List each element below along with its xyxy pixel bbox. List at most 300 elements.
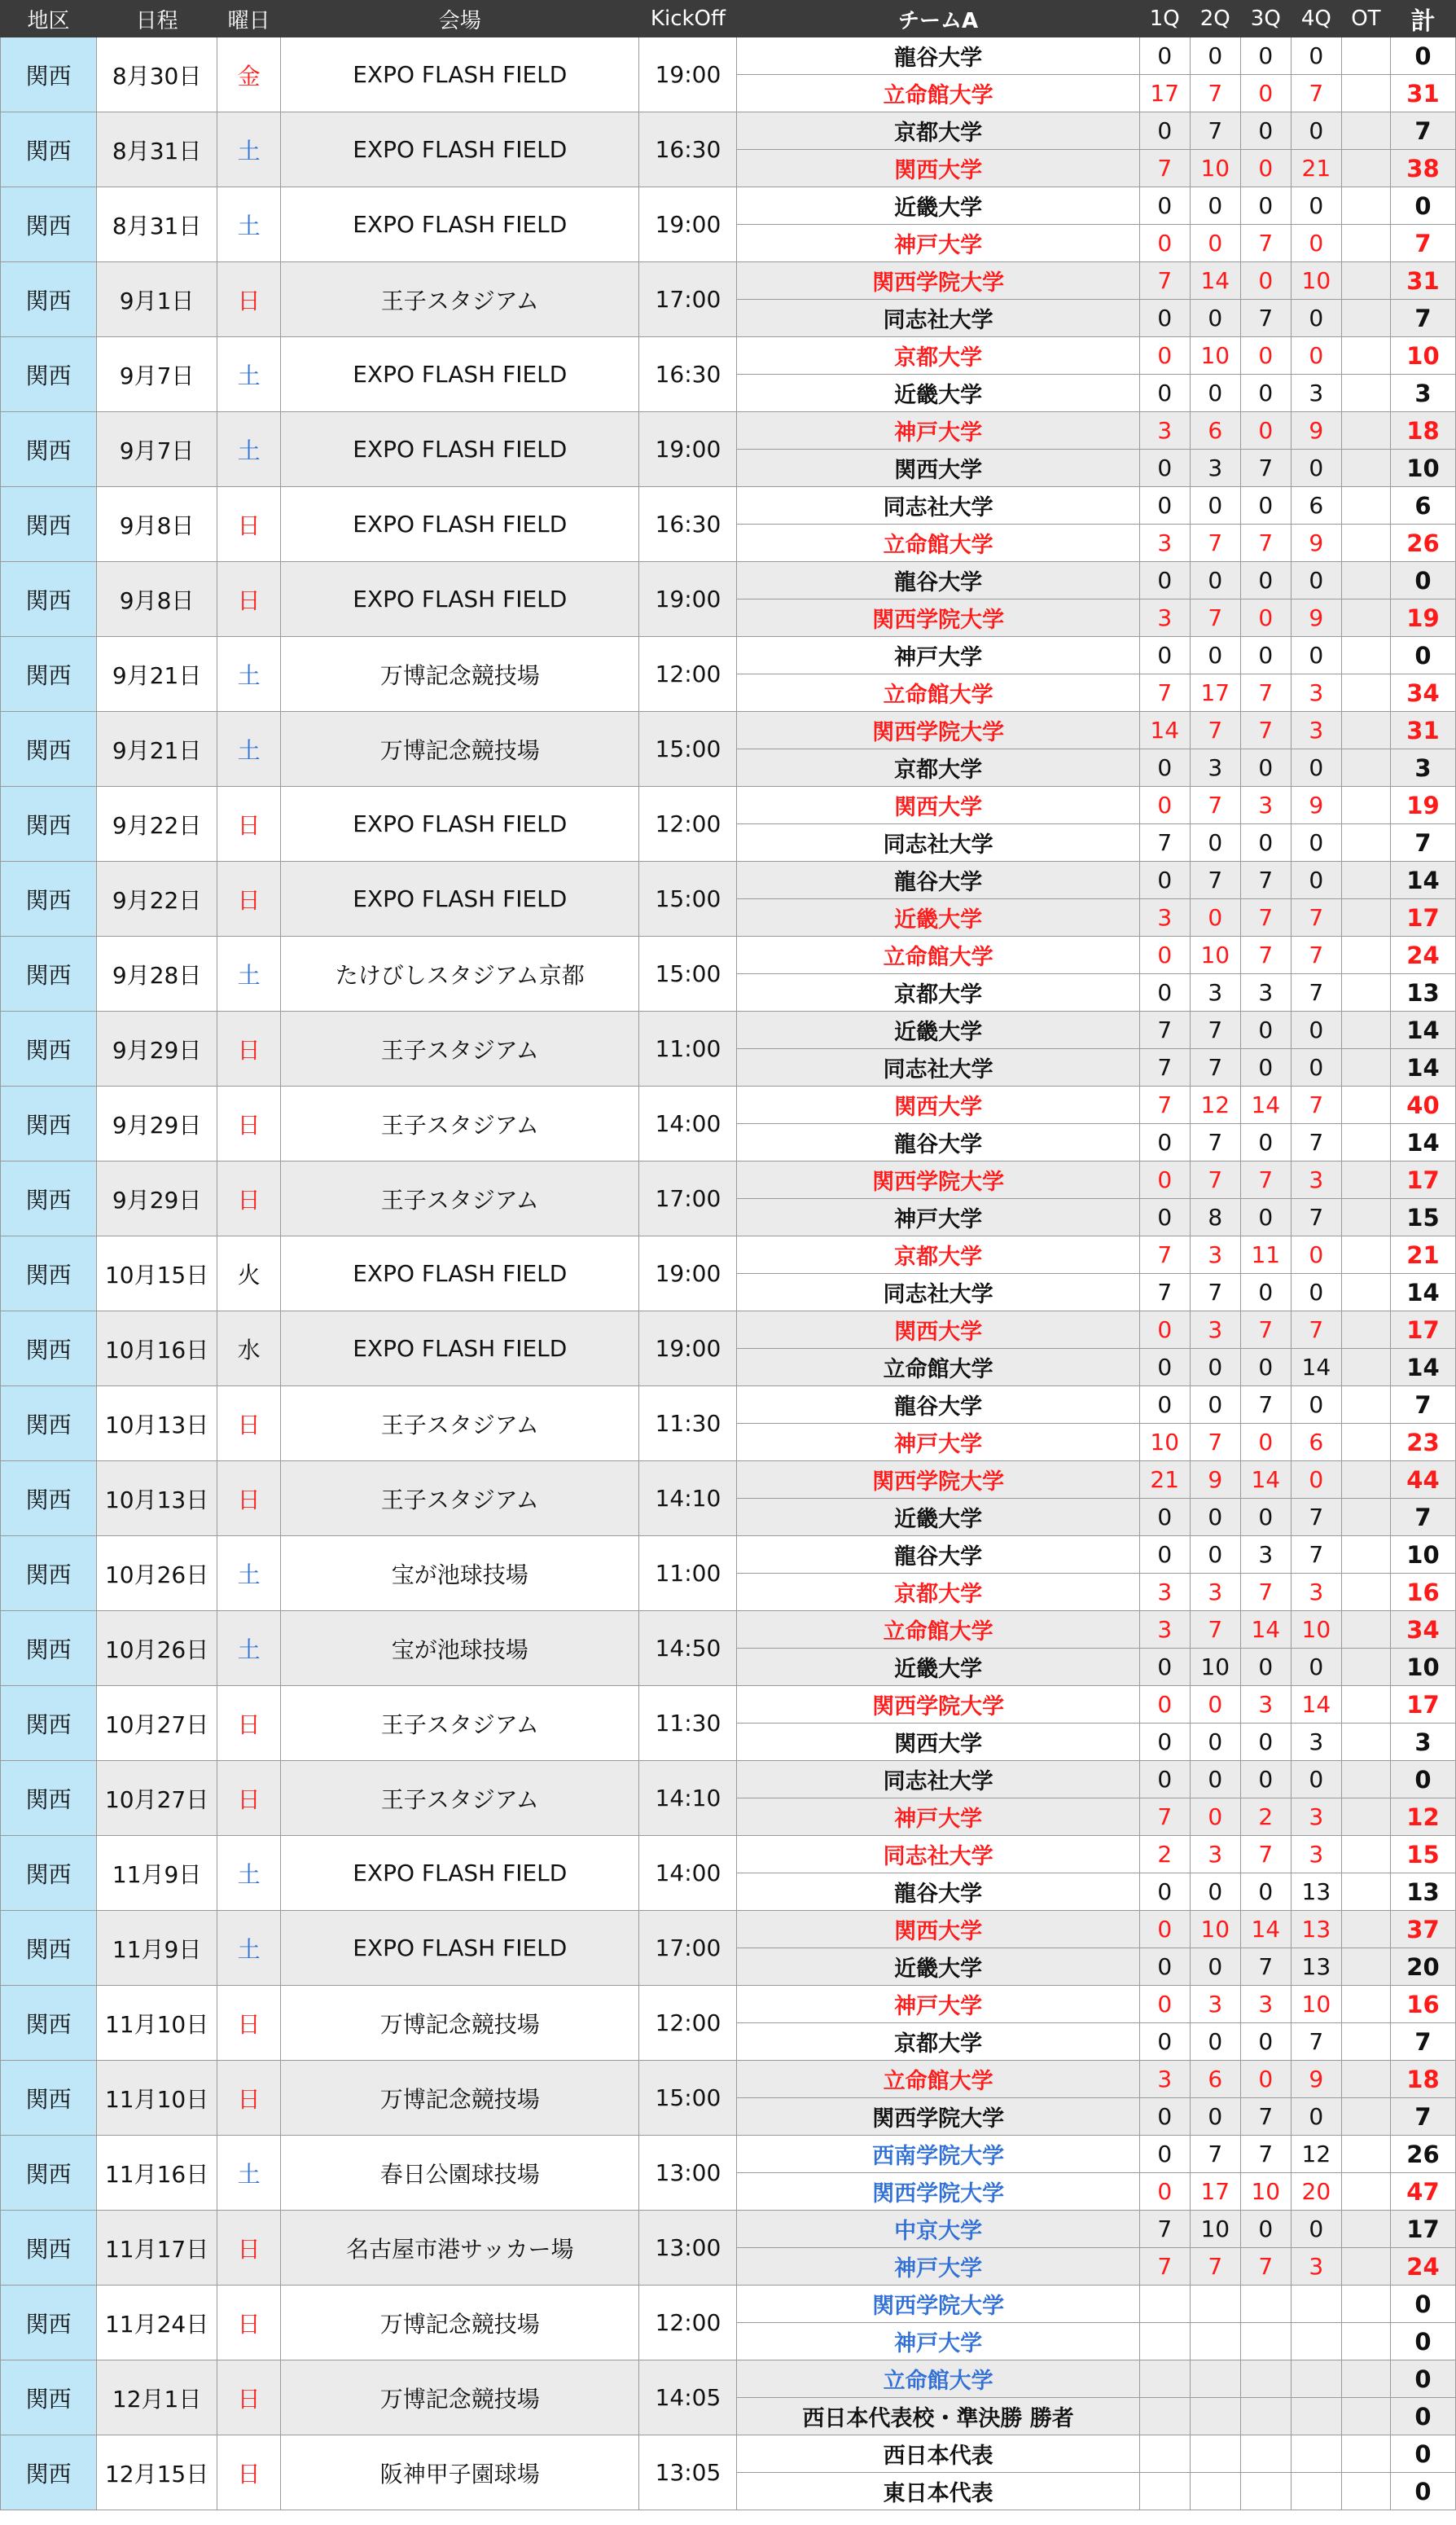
quarter-3-score: 0 (1240, 262, 1291, 300)
total-score: 26 (1390, 2136, 1455, 2173)
kickoff-cell: 17:00 (639, 1911, 737, 1986)
team-name-cell: 京都大学 (737, 2023, 1139, 2061)
total-score: 13 (1390, 1873, 1455, 1911)
quarter-2-score: 0 (1190, 1873, 1240, 1911)
table-row (1, 1162, 1456, 1199)
venue-cell: EXPO FLASH FIELD (281, 562, 639, 637)
team-name-cell: 関西大学 (737, 450, 1139, 487)
quarter-3-score (1240, 2323, 1291, 2360)
venue-cell: 万博記念競技場 (281, 712, 639, 787)
quarter-3-score: 14 (1240, 1087, 1291, 1124)
day-cell: 日 (217, 1386, 281, 1461)
quarter-3-score: 7 (1240, 1311, 1291, 1349)
ot-score (1341, 1386, 1390, 1424)
kickoff-cell: 14:00 (639, 1087, 737, 1162)
date-cell: 9月29日 (97, 1012, 217, 1087)
kickoff-cell: 13:00 (639, 2136, 737, 2211)
quarter-3-score: 0 (1240, 1199, 1291, 1236)
kickoff-cell: 19:00 (639, 562, 737, 637)
quarter-1-score: 0 (1139, 937, 1190, 974)
day-cell: 日 (217, 2061, 281, 2136)
table-row (1, 37, 1456, 75)
quarter-4-score: 9 (1291, 525, 1341, 562)
total-score: 19 (1390, 787, 1455, 824)
quarter-3-score: 7 (1240, 225, 1291, 262)
quarter-2-score: 3 (1190, 749, 1240, 787)
team-name-cell: 関西大学 (737, 150, 1139, 187)
quarter-1-score: 0 (1139, 375, 1190, 412)
quarter-1-score: 3 (1139, 412, 1190, 450)
table-row (1, 787, 1456, 824)
quarter-4-score: 0 (1291, 562, 1341, 599)
quarter-1-score: 0 (1139, 2173, 1190, 2211)
ot-score (1341, 749, 1390, 787)
table-row (1, 937, 1456, 974)
team-name-cell: 近畿大学 (737, 375, 1139, 412)
quarter-4-score: 0 (1291, 225, 1341, 262)
total-score: 0 (1390, 2360, 1455, 2398)
quarter-3-score: 7 (1240, 712, 1291, 749)
table-row (1, 2286, 1456, 2323)
total-score: 7 (1390, 824, 1455, 862)
quarter-1-score: 0 (1139, 1761, 1190, 1798)
quarter-1-score: 0 (1139, 1536, 1190, 1574)
region-cell: 関西 (1, 2435, 97, 2510)
quarter-1-score: 0 (1139, 1349, 1190, 1386)
quarter-4-score: 9 (1291, 599, 1341, 637)
quarter-4-score: 7 (1291, 75, 1341, 112)
total-score: 3 (1390, 375, 1455, 412)
table-row (1, 1911, 1456, 1948)
day-cell: 日 (217, 1461, 281, 1536)
ot-score (1341, 525, 1390, 562)
quarter-2-score: 17 (1190, 674, 1240, 712)
team-name-cell: 関西大学 (737, 1087, 1139, 1124)
region-cell: 関西 (1, 1611, 97, 1686)
quarter-1-score: 21 (1139, 1461, 1190, 1499)
quarter-4-score: 7 (1291, 899, 1341, 937)
quarter-4-score: 10 (1291, 1986, 1341, 2023)
venue-cell: EXPO FLASH FIELD (281, 487, 639, 562)
total-score: 23 (1390, 1424, 1455, 1461)
quarter-4-score: 0 (1291, 187, 1341, 225)
date-cell: 10月27日 (97, 1686, 217, 1761)
team-name-cell: 関西大学 (737, 787, 1139, 824)
quarter-3-score (1240, 2286, 1291, 2323)
quarter-2-score: 7 (1190, 1049, 1240, 1087)
date-cell: 9月29日 (97, 1087, 217, 1162)
quarter-4-score: 0 (1291, 1274, 1341, 1311)
quarter-1-score: 0 (1139, 562, 1190, 599)
date-cell: 9月8日 (97, 487, 217, 562)
total-score: 10 (1390, 1536, 1455, 1574)
quarter-3-score: 3 (1240, 787, 1291, 824)
quarter-2-score: 0 (1190, 1686, 1240, 1724)
total-score: 3 (1390, 749, 1455, 787)
team-name-cell: 京都大学 (737, 749, 1139, 787)
quarter-3-score: 7 (1240, 2098, 1291, 2136)
date-cell: 9月28日 (97, 937, 217, 1012)
region-cell: 関西 (1, 862, 97, 937)
team-name-cell: 関西学院大学 (737, 712, 1139, 749)
quarter-4-score: 0 (1291, 1012, 1341, 1049)
quarter-4-score: 20 (1291, 2173, 1341, 2211)
quarter-2-score: 7 (1190, 112, 1240, 150)
venue-cell: EXPO FLASH FIELD (281, 1311, 639, 1386)
quarter-3-score: 7 (1240, 1948, 1291, 1986)
team-name-cell: 関西学院大学 (737, 1162, 1139, 1199)
kickoff-cell: 19:00 (639, 37, 737, 112)
total-score: 12 (1390, 1798, 1455, 1836)
ot-score (1341, 674, 1390, 712)
day-cell: 日 (217, 487, 281, 562)
quarter-4-score: 0 (1291, 637, 1341, 674)
quarter-3-score: 7 (1240, 1386, 1291, 1424)
table-row (1, 2136, 1456, 2173)
table-row (1, 1761, 1456, 1798)
quarter-2-score: 0 (1190, 562, 1240, 599)
quarter-1-score: 3 (1139, 599, 1190, 637)
ot-score (1341, 2098, 1390, 2136)
kickoff-cell: 14:10 (639, 1761, 737, 1836)
ot-score (1341, 37, 1390, 75)
quarter-1-score: 3 (1139, 1611, 1190, 1649)
quarter-3-score (1240, 2435, 1291, 2473)
total-score: 17 (1390, 1686, 1455, 1724)
quarter-4-score (1291, 2286, 1341, 2323)
games-body (1, 37, 1456, 2510)
header-q1: 1Q (1139, 1, 1190, 37)
region-cell: 関西 (1, 262, 97, 337)
quarter-4-score: 0 (1291, 824, 1341, 862)
quarter-3-score: 0 (1240, 37, 1291, 75)
ot-score (1341, 2248, 1390, 2286)
quarter-3-score: 14 (1240, 1461, 1291, 1499)
quarter-4-score: 21 (1291, 150, 1341, 187)
quarter-3-score: 0 (1240, 1012, 1291, 1049)
kickoff-cell: 11:00 (639, 1536, 737, 1611)
venue-cell: 宝が池球技場 (281, 1611, 639, 1686)
quarter-2-score: 12 (1190, 1087, 1240, 1124)
quarter-1-score: 3 (1139, 899, 1190, 937)
header-total: 計 (1390, 1, 1455, 37)
ot-score (1341, 637, 1390, 674)
ot-score (1341, 75, 1390, 112)
quarter-1-score: 7 (1139, 1012, 1190, 1049)
quarter-2-score: 0 (1190, 1948, 1240, 1986)
quarter-1-score: 0 (1139, 1199, 1190, 1236)
total-score: 15 (1390, 1836, 1455, 1873)
quarter-3-score: 0 (1240, 187, 1291, 225)
ot-score (1341, 2360, 1390, 2398)
team-name-cell: 同志社大学 (737, 1049, 1139, 1087)
quarter-4-score: 9 (1291, 787, 1341, 824)
venue-cell: 万博記念競技場 (281, 2286, 639, 2360)
table-row (1, 1986, 1456, 2023)
day-cell: 土 (217, 112, 281, 187)
total-score: 10 (1390, 1649, 1455, 1686)
day-cell: 日 (217, 2211, 281, 2286)
quarter-1-score: 7 (1139, 1087, 1190, 1124)
quarter-3-score: 7 (1240, 1574, 1291, 1611)
quarter-3-score: 0 (1240, 412, 1291, 450)
team-name-cell: 立命館大学 (737, 1611, 1139, 1649)
quarter-2-score: 14 (1190, 262, 1240, 300)
kickoff-cell: 16:30 (639, 112, 737, 187)
ot-score (1341, 1686, 1390, 1724)
region-cell: 関西 (1, 1236, 97, 1311)
ot-score (1341, 487, 1390, 525)
ot-score (1341, 1461, 1390, 1499)
total-score: 24 (1390, 937, 1455, 974)
table-row (1, 1536, 1456, 1574)
team-name-cell: 龍谷大学 (737, 1873, 1139, 1911)
quarter-1-score: 7 (1139, 1274, 1190, 1311)
quarter-3-score: 0 (1240, 375, 1291, 412)
quarter-3-score: 0 (1240, 1349, 1291, 1386)
total-score: 0 (1390, 562, 1455, 599)
ot-score (1341, 2211, 1390, 2248)
quarter-3-score: 7 (1240, 862, 1291, 899)
quarter-3-score: 0 (1240, 1124, 1291, 1162)
day-cell: 土 (217, 1536, 281, 1611)
region-cell: 関西 (1, 712, 97, 787)
quarter-3-score: 3 (1240, 1986, 1291, 2023)
total-score: 0 (1390, 637, 1455, 674)
team-name-cell: 立命館大学 (737, 525, 1139, 562)
total-score: 31 (1390, 262, 1455, 300)
kickoff-cell: 12:00 (639, 787, 737, 862)
ot-score (1341, 1611, 1390, 1649)
total-score: 7 (1390, 2098, 1455, 2136)
venue-cell: 王子スタジアム (281, 1686, 639, 1761)
quarter-4-score: 3 (1291, 375, 1341, 412)
quarter-3-score: 7 (1240, 300, 1291, 337)
quarter-2-score: 7 (1190, 75, 1240, 112)
header-q2: 2Q (1190, 1, 1240, 37)
quarter-4-score (1291, 2473, 1341, 2510)
team-name-cell: 立命館大学 (737, 2360, 1139, 2398)
table-row (1, 1611, 1456, 1649)
quarter-2-score (1190, 2398, 1240, 2435)
region-cell: 関西 (1, 1536, 97, 1611)
quarter-1-score: 0 (1139, 1724, 1190, 1761)
quarter-4-score: 3 (1291, 1162, 1341, 1199)
total-score: 0 (1390, 2323, 1455, 2360)
date-cell: 9月1日 (97, 262, 217, 337)
quarter-1-score (1139, 2360, 1190, 2398)
day-cell: 日 (217, 787, 281, 862)
total-score: 13 (1390, 974, 1455, 1012)
total-score: 24 (1390, 2248, 1455, 2286)
quarter-4-score: 0 (1291, 337, 1341, 375)
table-row (1, 412, 1456, 450)
total-score: 6 (1390, 487, 1455, 525)
total-score: 14 (1390, 1349, 1455, 1386)
ot-score (1341, 1536, 1390, 1574)
quarter-1-score: 0 (1139, 225, 1190, 262)
region-cell: 関西 (1, 187, 97, 262)
total-score: 14 (1390, 1274, 1455, 1311)
kickoff-cell: 16:30 (639, 337, 737, 412)
date-cell: 8月31日 (97, 112, 217, 187)
quarter-2-score: 6 (1190, 412, 1240, 450)
team-name-cell: 近畿大学 (737, 1948, 1139, 1986)
quarter-1-score: 10 (1139, 1424, 1190, 1461)
team-name-cell: 立命館大学 (737, 2061, 1139, 2098)
day-cell: 日 (217, 2435, 281, 2510)
table-row (1, 1461, 1456, 1499)
ot-score (1341, 262, 1390, 300)
ot-score (1341, 112, 1390, 150)
venue-cell: 宝が池球技場 (281, 1536, 639, 1611)
quarter-2-score: 7 (1190, 1124, 1240, 1162)
ot-score (1341, 1649, 1390, 1686)
quarter-2-score: 3 (1190, 1986, 1240, 2023)
region-cell: 関西 (1, 937, 97, 1012)
region-cell: 関西 (1, 787, 97, 862)
quarter-4-score: 3 (1291, 1836, 1341, 1873)
ot-score (1341, 787, 1390, 824)
table-row (1, 2435, 1456, 2473)
team-name-cell: 京都大学 (737, 112, 1139, 150)
total-score: 14 (1390, 862, 1455, 899)
venue-cell: 王子スタジアム (281, 1461, 639, 1536)
quarter-3-score: 0 (1240, 150, 1291, 187)
quarter-3-score: 0 (1240, 2061, 1291, 2098)
venue-cell: EXPO FLASH FIELD (281, 112, 639, 187)
date-cell: 11月16日 (97, 2136, 217, 2211)
kickoff-cell: 19:00 (639, 1236, 737, 1311)
venue-cell: EXPO FLASH FIELD (281, 337, 639, 412)
kickoff-cell: 19:00 (639, 187, 737, 262)
day-cell: 日 (217, 1986, 281, 2061)
quarter-3-score: 10 (1240, 2173, 1291, 2211)
team-name-cell: 龍谷大学 (737, 1536, 1139, 1574)
header-day: 曜日 (217, 1, 281, 37)
quarter-1-score: 7 (1139, 1798, 1190, 1836)
kickoff-cell: 13:00 (639, 2211, 737, 2286)
quarter-4-score: 7 (1291, 2023, 1341, 2061)
region-cell: 関西 (1, 1087, 97, 1162)
day-cell: 日 (217, 1761, 281, 1836)
venue-cell: たけびしスタジアム京都 (281, 937, 639, 1012)
ot-score (1341, 412, 1390, 450)
ot-score (1341, 1574, 1390, 1611)
quarter-2-score: 0 (1190, 1349, 1240, 1386)
team-name-cell: 神戸大学 (737, 412, 1139, 450)
quarter-1-score: 3 (1139, 525, 1190, 562)
kickoff-cell: 15:00 (639, 862, 737, 937)
header-ot: OT (1341, 1, 1390, 37)
team-name-cell: 神戸大学 (737, 1798, 1139, 1836)
team-name-cell: 中京大学 (737, 2211, 1139, 2248)
quarter-3-score: 0 (1240, 1873, 1291, 1911)
quarter-4-score: 0 (1291, 1386, 1341, 1424)
day-cell: 土 (217, 937, 281, 1012)
region-cell: 関西 (1, 112, 97, 187)
date-cell: 10月13日 (97, 1461, 217, 1536)
total-score: 44 (1390, 1461, 1455, 1499)
quarter-1-score: 0 (1139, 1911, 1190, 1948)
quarter-4-score: 0 (1291, 2211, 1341, 2248)
quarter-2-score: 0 (1190, 1499, 1240, 1536)
quarter-2-score: 7 (1190, 1162, 1240, 1199)
header-region: 地区 (1, 1, 97, 37)
team-name-cell: 関西大学 (737, 1724, 1139, 1761)
quarter-3-score: 3 (1240, 974, 1291, 1012)
quarter-1-score: 0 (1139, 787, 1190, 824)
quarter-3-score: 0 (1240, 2211, 1291, 2248)
ot-score (1341, 1236, 1390, 1274)
quarter-4-score: 0 (1291, 450, 1341, 487)
quarter-1-score: 0 (1139, 2136, 1190, 2173)
quarter-4-score: 3 (1291, 1574, 1341, 1611)
ot-score (1341, 1274, 1390, 1311)
region-cell: 関西 (1, 562, 97, 637)
quarter-4-score: 7 (1291, 1311, 1341, 1349)
quarter-2-score: 0 (1190, 1798, 1240, 1836)
quarter-3-score: 11 (1240, 1236, 1291, 1274)
ot-score (1341, 1499, 1390, 1536)
header-date: 日程 (97, 1, 217, 37)
ot-score (1341, 1311, 1390, 1349)
team-name-cell: 龍谷大学 (737, 37, 1139, 75)
total-score: 15 (1390, 1199, 1455, 1236)
quarter-1-score: 0 (1139, 337, 1190, 375)
total-score: 17 (1390, 1162, 1455, 1199)
total-score: 7 (1390, 225, 1455, 262)
region-cell: 関西 (1, 2061, 97, 2136)
quarter-4-score: 0 (1291, 1461, 1341, 1499)
quarter-2-score: 7 (1190, 1274, 1240, 1311)
date-cell: 11月17日 (97, 2211, 217, 2286)
ot-score (1341, 1012, 1390, 1049)
quarter-3-score (1240, 2360, 1291, 2398)
quarter-1-score: 0 (1139, 1948, 1190, 1986)
quarter-3-score: 0 (1240, 75, 1291, 112)
quarter-3-score: 0 (1240, 1761, 1291, 1798)
kickoff-cell: 11:30 (639, 1686, 737, 1761)
quarter-2-score: 3 (1190, 1236, 1240, 1274)
quarter-2-score: 7 (1190, 2248, 1240, 2286)
ot-score (1341, 1911, 1390, 1948)
kickoff-cell: 15:00 (639, 712, 737, 787)
date-cell: 10月26日 (97, 1611, 217, 1686)
venue-cell: 春日公園球技場 (281, 2136, 639, 2211)
quarter-3-score: 0 (1240, 1649, 1291, 1686)
total-score: 0 (1390, 2398, 1455, 2435)
quarter-1-score: 0 (1139, 187, 1190, 225)
team-name-cell: 同志社大学 (737, 487, 1139, 525)
quarter-4-score: 0 (1291, 749, 1341, 787)
ot-score (1341, 2398, 1390, 2435)
ot-score (1341, 2286, 1390, 2323)
date-cell: 8月30日 (97, 37, 217, 112)
region-cell: 関西 (1, 2211, 97, 2286)
team-name-cell: 関西学院大学 (737, 262, 1139, 300)
quarter-2-score: 0 (1190, 899, 1240, 937)
kickoff-cell: 19:00 (639, 1311, 737, 1386)
total-score: 31 (1390, 75, 1455, 112)
quarter-3-score: 0 (1240, 1424, 1291, 1461)
date-cell: 11月24日 (97, 2286, 217, 2360)
kickoff-cell: 14:05 (639, 2360, 737, 2435)
total-score: 0 (1390, 37, 1455, 75)
venue-cell: EXPO FLASH FIELD (281, 187, 639, 262)
quarter-3-score: 0 (1240, 112, 1291, 150)
venue-cell: EXPO FLASH FIELD (281, 862, 639, 937)
